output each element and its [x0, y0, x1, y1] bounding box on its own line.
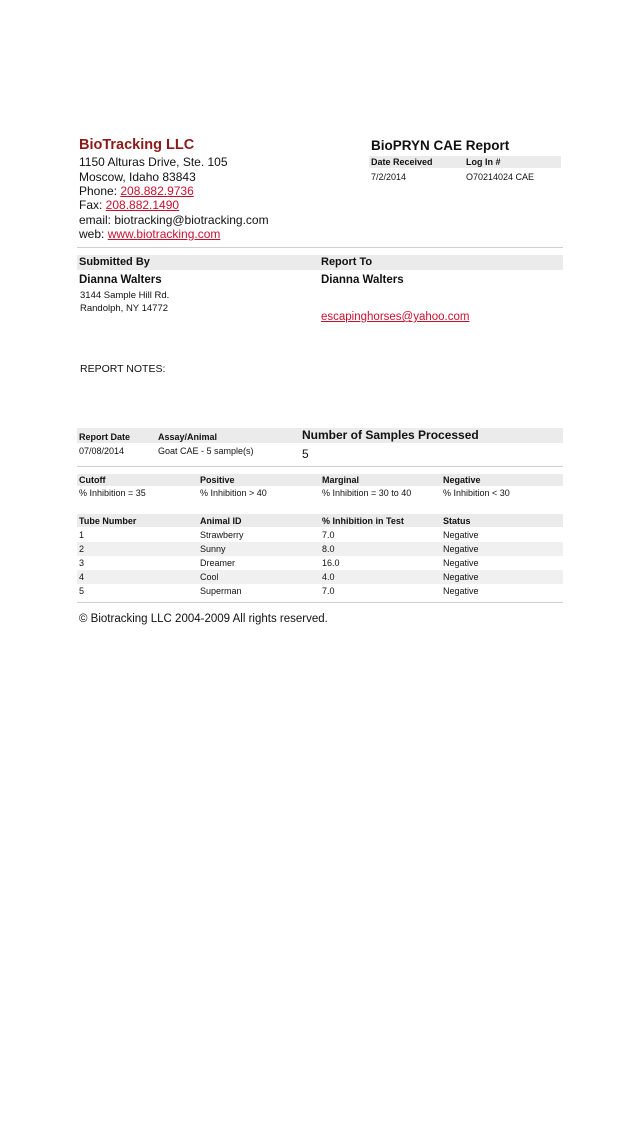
- company-email-line: email: biotracking@biotracking.com: [79, 213, 269, 227]
- inhibition-cell: 7.0: [322, 530, 335, 540]
- company-address-line-2: Moscow, Idaho 83843: [79, 170, 196, 184]
- report-date-label: Report Date: [79, 432, 131, 442]
- cutoff-value-positive: % Inhibition > 40: [200, 488, 267, 498]
- log-in-value: O70214024 CAE: [466, 172, 535, 182]
- samples-processed-label: Number of Samples Processed: [302, 428, 479, 442]
- table-row: [77, 528, 563, 542]
- company-name: BioTracking LLC: [79, 137, 195, 153]
- inhibition-cell: 8.0: [322, 544, 335, 554]
- cutoff-value-negative: % Inhibition < 30: [443, 488, 510, 498]
- animal-id-cell: Strawberry: [200, 530, 244, 540]
- report-title: BioPRYN CAE Report: [371, 138, 510, 153]
- report-to-label: Report To: [321, 256, 373, 268]
- fax-link[interactable]: 208.882.1490: [105, 198, 180, 212]
- submitted-by-name: Dianna Walters: [79, 274, 162, 286]
- cutoff-value-marginal: % Inhibition = 30 to 40: [322, 488, 412, 498]
- animal-id-cell: Superman: [200, 586, 242, 596]
- status-cell: Negative: [443, 586, 479, 596]
- report-to-name: Dianna Walters: [321, 274, 404, 286]
- tube-number-cell: 5: [79, 586, 85, 596]
- status-cell: Negative: [443, 530, 479, 540]
- party-header-bar: [77, 255, 563, 270]
- date-received-value: 7/2/2014: [371, 172, 407, 182]
- results-header-bar: [77, 514, 563, 527]
- animal-id-cell: Sunny: [200, 544, 226, 554]
- log-in-label: Log In #: [466, 157, 501, 167]
- company-address-line-1: 1150 Alturas Drive, Ste. 105: [79, 155, 228, 169]
- results-header-tube-number: Tube Number: [79, 516, 137, 526]
- results-header-inhibition: % Inhibition in Test: [322, 516, 404, 526]
- web-label: web:: [79, 227, 108, 241]
- inhibition-cell: 16.0: [322, 558, 340, 568]
- status-cell: Negative: [443, 558, 479, 568]
- submitted-by-address-2: Randolph, NY 14772: [80, 303, 169, 314]
- web-link[interactable]: www.biotracking.com: [107, 227, 221, 241]
- results-header-status: Status: [443, 516, 471, 526]
- table-row: [77, 542, 563, 556]
- animal-id-cell: Cool: [200, 572, 219, 582]
- phone-link[interactable]: 208.882.9736: [120, 184, 194, 198]
- report-date-value: 07/08/2014: [79, 446, 125, 456]
- report-to-email-link[interactable]: escapinghorses@yahoo.com: [321, 311, 470, 323]
- table-row: [77, 556, 563, 570]
- table-row: [77, 584, 563, 598]
- company-fax-line: [79, 198, 179, 212]
- cutoff-header-marginal: Marginal: [322, 475, 360, 485]
- divider: [77, 466, 563, 467]
- samples-processed-value: 5: [302, 447, 309, 461]
- tube-number-cell: 2: [79, 544, 85, 554]
- fax-label: Fax:: [79, 198, 106, 212]
- tube-number-cell: 1: [79, 530, 85, 540]
- status-cell: Negative: [443, 544, 479, 554]
- cutoff-header-cutoff: Cutoff: [79, 475, 106, 485]
- assay-animal-label: Assay/Animal: [158, 432, 218, 442]
- submitted-by-label: Submitted By: [79, 256, 150, 268]
- date-received-label: Date Received: [371, 157, 433, 167]
- results-header-animal-id: Animal ID: [200, 516, 242, 526]
- status-cell: Negative: [443, 572, 479, 582]
- animal-id-cell: Dreamer: [200, 558, 236, 568]
- divider: [77, 602, 563, 603]
- divider: [77, 247, 563, 248]
- cutoff-header-bar: [77, 474, 563, 486]
- cutoff-header-negative: Negative: [443, 475, 481, 485]
- company-web-line: [79, 227, 220, 241]
- inhibition-cell: 7.0: [322, 586, 335, 596]
- assay-header-bar: [77, 428, 563, 443]
- report-notes-label: REPORT NOTES:: [80, 363, 166, 375]
- cutoff-value-cutoff: % Inhibition = 35: [79, 488, 146, 498]
- copyright-footer: © Biotracking LLC 2004-2009 All rights reserved.: [79, 613, 328, 625]
- submitted-by-address-1: 3144 Sample Hill Rd.: [80, 290, 170, 301]
- tube-number-cell: 4: [79, 572, 85, 582]
- cutoff-header-positive: Positive: [200, 475, 235, 485]
- assay-animal-value: Goat CAE - 5 sample(s): [158, 446, 254, 456]
- report-meta-header-bar: [369, 156, 561, 168]
- phone-label: Phone:: [79, 184, 121, 198]
- company-phone-line: [79, 184, 194, 198]
- tube-number-cell: 3: [79, 558, 85, 568]
- inhibition-cell: 4.0: [322, 572, 335, 582]
- table-row: [77, 570, 563, 584]
